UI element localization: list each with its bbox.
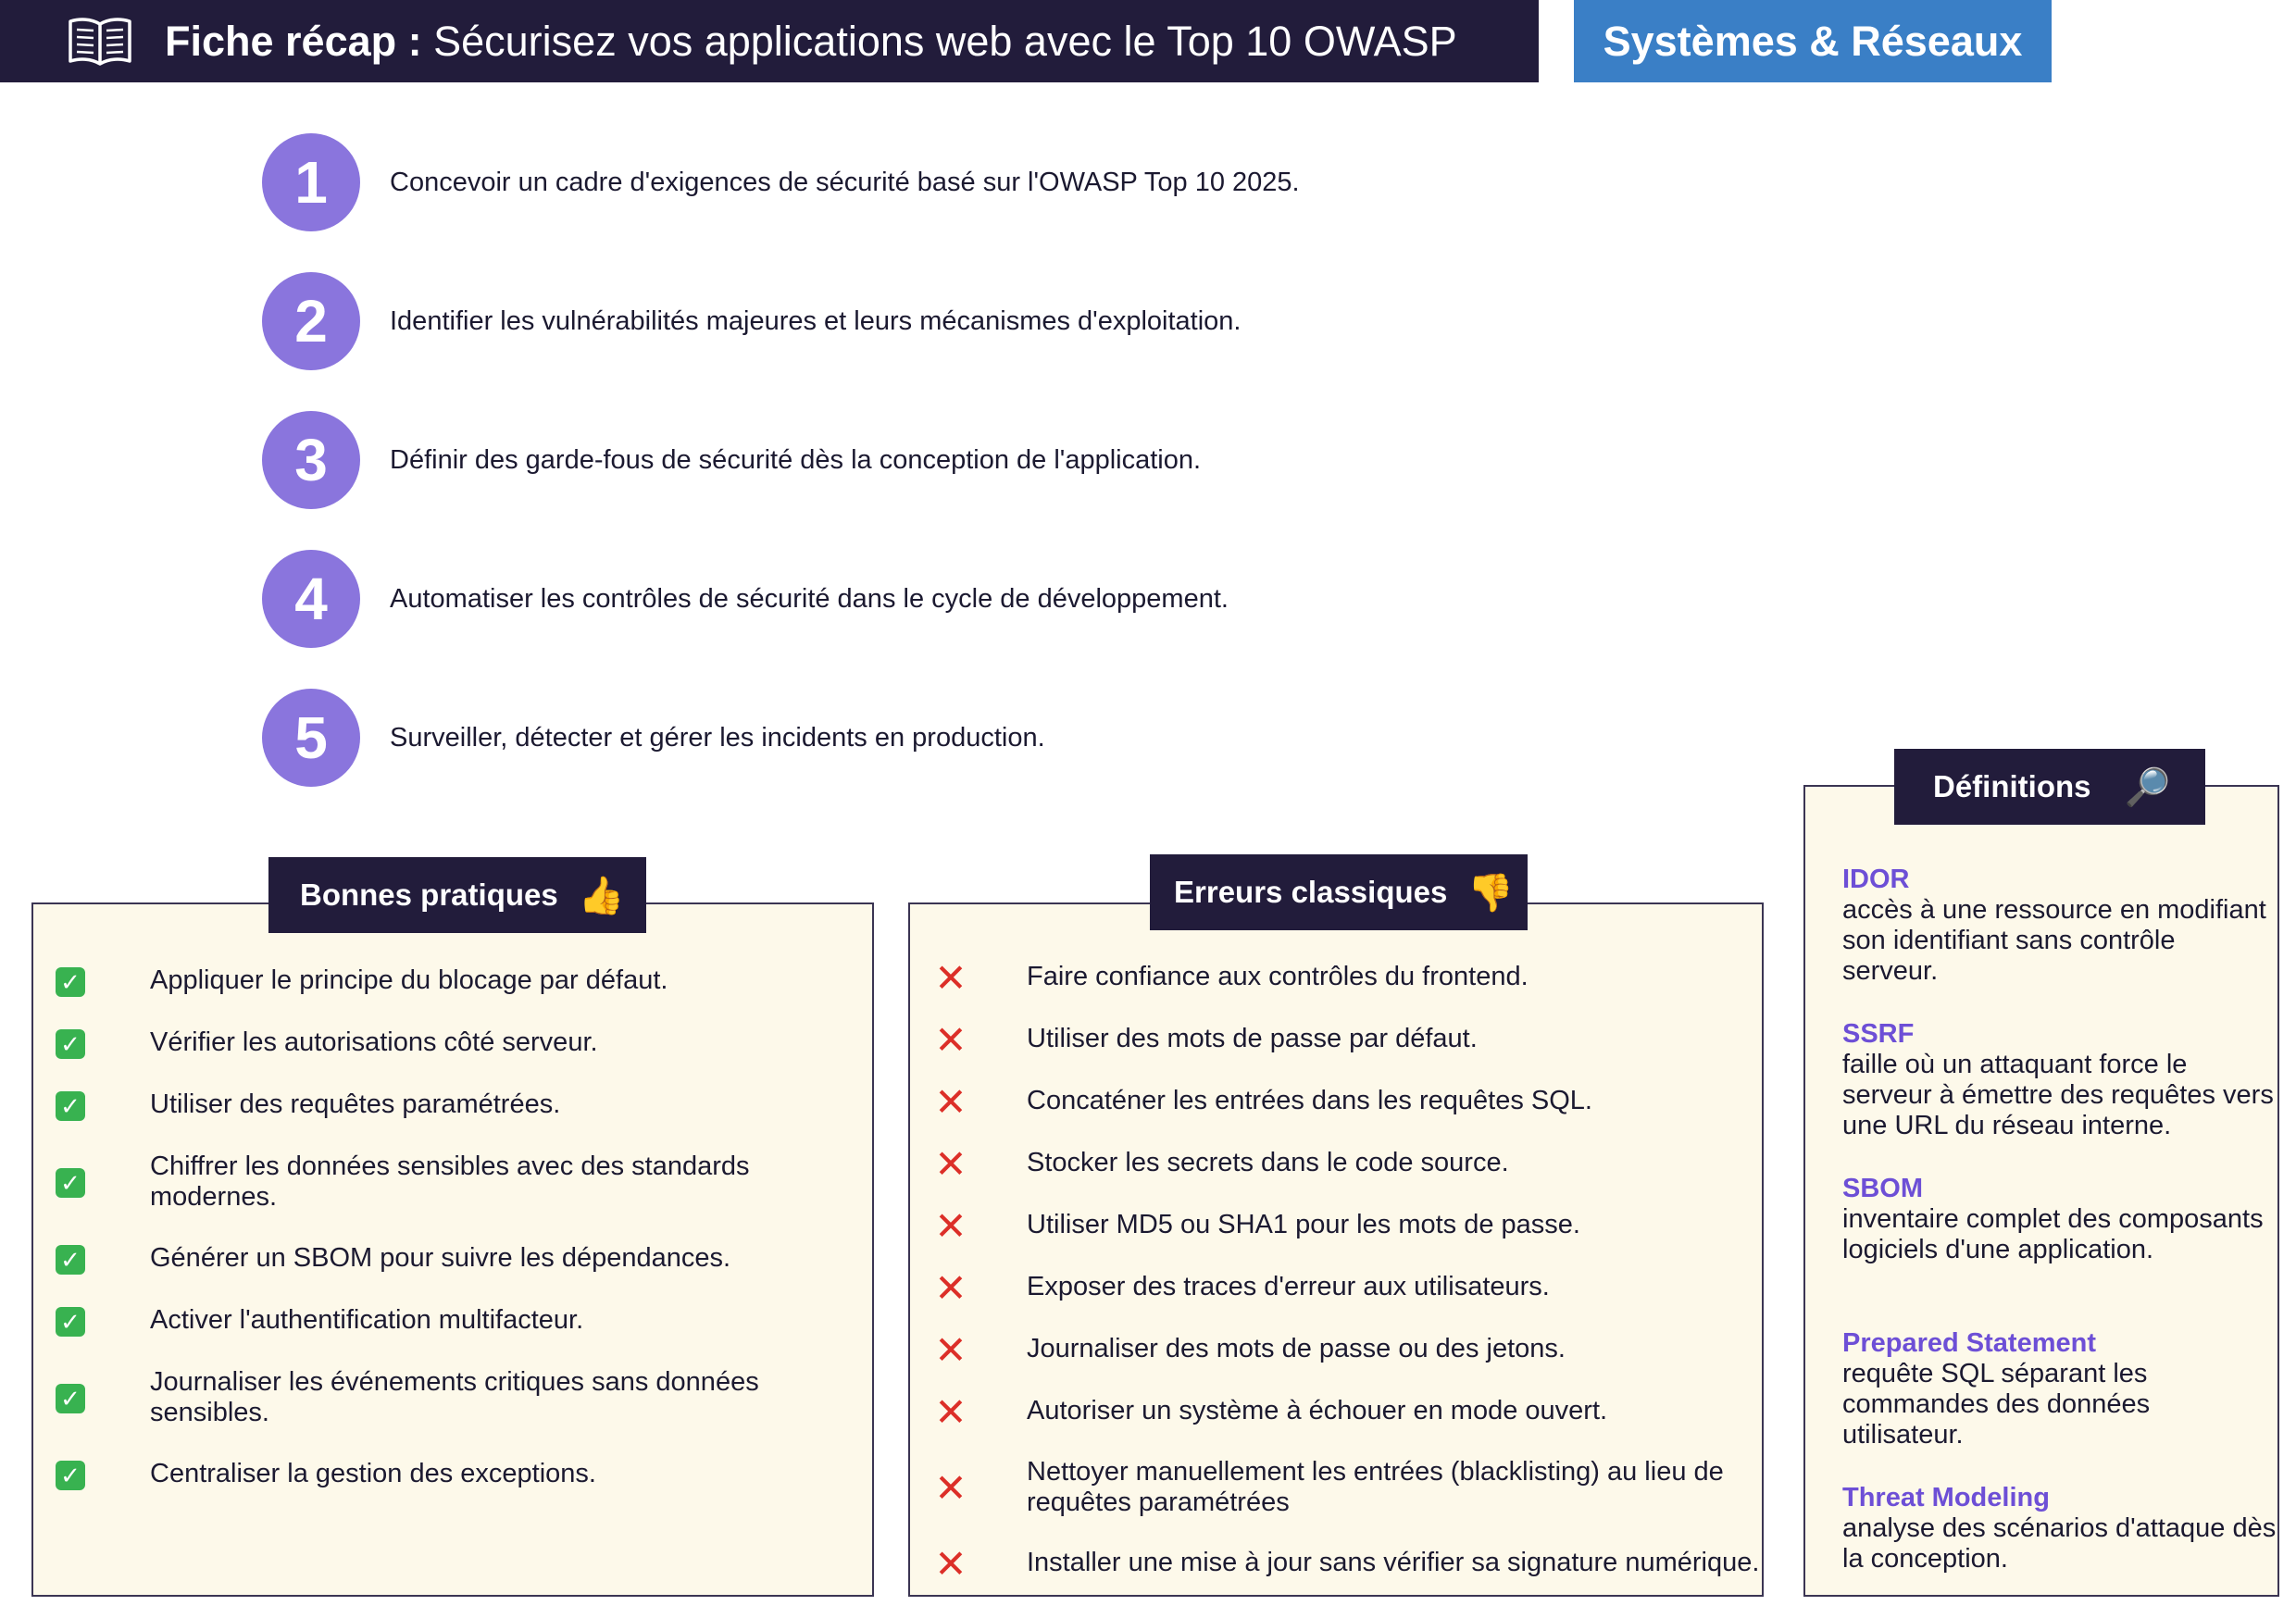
page-title (165, 18, 1457, 66)
list-item (934, 1142, 1804, 1186)
definition-item (1842, 865, 2277, 987)
definition-item (1842, 1483, 2277, 1574)
objective-text: Identifier les vulnérabilités majeures et leurs mécanismes d'exploitation. (390, 305, 1242, 336)
list-item (934, 1390, 1804, 1434)
check-icon: ✓ (56, 1091, 85, 1121)
definition-description: analyse des scénarios d'attaque dès la conception. (1842, 1513, 2277, 1574)
list-item (934, 1266, 1804, 1310)
error-text: Concaténer les entrées dans les requêtes SQL. (1027, 1086, 1592, 1115)
objective-number-badge: 5 (262, 689, 360, 787)
good-practice-text: Activer l'authentification multifacteur. (150, 1305, 584, 1335)
check-icon: ✓ (56, 1384, 85, 1413)
check-icon: ✓ (56, 967, 85, 997)
error-text: Installer une mise à jour sans vérifier sa signature numérique. (1027, 1548, 1760, 1577)
list-item (934, 1328, 1804, 1372)
list-item (56, 1243, 817, 1275)
check-icon: ✓ (56, 1168, 85, 1198)
cross-icon: ✕ (934, 1142, 967, 1186)
list-item (56, 1089, 817, 1121)
good-practice-text: Journaliser les événements critiques sans données sensibles. (150, 1367, 759, 1427)
objective-item (262, 411, 1201, 509)
objective-number-badge: 2 (262, 272, 360, 370)
good-practice-text: Utiliser des requêtes paramétrées. (150, 1089, 561, 1119)
objective-number-badge: 3 (262, 411, 360, 509)
list-item (934, 956, 1804, 1000)
good-practice-text: Générer un SBOM pour suivre les dépendances. (150, 1243, 731, 1273)
magnifier-icon: 🔎 (2124, 766, 2171, 808)
list-item (934, 1542, 1804, 1586)
cross-icon: ✕ (934, 1466, 967, 1510)
good-practices-title: Bonnes pratiques (300, 877, 558, 912)
error-text: Faire confiance aux contrôles du frontend. (1027, 962, 1529, 991)
common-errors-panel (908, 902, 1764, 1597)
error-text: Nettoyer manuellement les entrées (blacklisting) au lieu de requêtes paramétrées (1027, 1457, 1724, 1517)
title-prefix: Fiche récap : (165, 17, 422, 65)
good-practice-text: Appliquer le principe du blocage par défaut. (150, 965, 668, 995)
cross-icon: ✕ (934, 1542, 967, 1586)
good-practice-text: Centraliser la gestion des exceptions. (150, 1459, 596, 1488)
check-icon: ✓ (56, 1461, 85, 1490)
definition-item (1842, 1328, 2277, 1450)
definition-item (1842, 1019, 2277, 1141)
definition-term: SBOM (1842, 1174, 1923, 1203)
book-icon (67, 15, 133, 68)
cross-icon: ✕ (934, 956, 967, 1000)
definition-term: Threat Modeling (1842, 1483, 2050, 1512)
definition-term: IDOR (1842, 865, 1910, 894)
list-item (934, 1457, 1804, 1518)
objective-item (262, 689, 1045, 787)
definitions-panel (1803, 785, 2279, 1597)
cross-icon: ✕ (934, 1266, 967, 1310)
definition-term: Prepared Statement (1842, 1328, 2096, 1358)
good-practice-text: Vérifier les autorisations côté serveur. (150, 1027, 598, 1057)
list-item (56, 1305, 817, 1337)
title-bar (0, 0, 1539, 82)
common-errors-tag (1150, 854, 1528, 930)
objective-number-badge: 4 (262, 550, 360, 648)
definition-term: SSRF (1842, 1019, 1915, 1049)
cross-icon: ✕ (934, 1018, 967, 1062)
error-text: Exposer des traces d'erreur aux utilisateurs. (1027, 1272, 1550, 1301)
list-item (56, 1027, 817, 1059)
objective-item (262, 133, 1300, 231)
thumbs-down-icon: 👎 (1467, 872, 1515, 914)
thumbs-up-icon: 👍 (578, 875, 625, 916)
good-practice-text: Chiffrer les données sensibles avec des standards modernes. (150, 1151, 750, 1212)
definition-description: accès à une ressource en modifiant son identifiant sans contrôle serveur. (1842, 895, 2266, 986)
objective-item (262, 550, 1229, 648)
common-errors-title: Erreurs classiques (1174, 875, 1448, 909)
error-text: Stocker les secrets dans le code source. (1027, 1148, 1509, 1177)
list-item (56, 1151, 817, 1213)
error-text: Utiliser MD5 ou SHA1 pour les mots de passe. (1027, 1210, 1580, 1239)
list-item (56, 965, 817, 997)
check-icon: ✓ (56, 1029, 85, 1059)
objective-text: Définir des garde-fous de sécurité dès la conception de l'application. (390, 444, 1202, 475)
error-text: Journaliser des mots de passe ou des jetons. (1027, 1334, 1566, 1363)
list-item (934, 1080, 1804, 1124)
definition-item (1842, 1174, 2277, 1265)
title-main: Sécurisez vos applications web avec le Top 10 OWASP (421, 17, 1457, 65)
objective-text: Concevoir un cadre d'exigences de sécurité basé sur l'OWASP Top 10 2025. (390, 167, 1300, 197)
cross-icon: ✕ (934, 1080, 967, 1124)
list-item (56, 1459, 817, 1490)
cross-icon: ✕ (934, 1204, 967, 1248)
definition-description: faille où un attaquant force le serveur à émettre des requêtes vers une URL du réseau interne. (1842, 1050, 2274, 1140)
good-practices-panel (31, 902, 874, 1597)
list-item (934, 1204, 1804, 1248)
definition-description: inventaire complet des composants logiciels d'une application. (1842, 1204, 2264, 1264)
cross-icon: ✕ (934, 1328, 967, 1372)
definition-description: requête SQL séparant les commandes des données utilisateur. (1842, 1359, 2151, 1450)
objective-text: Surveiller, détecter et gérer les incidents en production. (390, 722, 1045, 753)
error-text: Autoriser un système à échouer en mode ouvert. (1027, 1396, 1608, 1425)
check-icon: ✓ (56, 1307, 85, 1337)
objective-number-badge: 1 (262, 133, 360, 231)
definitions-tag (1894, 749, 2205, 825)
check-icon: ✓ (56, 1245, 85, 1275)
list-item (56, 1367, 817, 1428)
objective-text: Automatiser les contrôles de sécurité dans le cycle de développement. (390, 583, 1229, 614)
definitions-title: Définitions (1933, 769, 2091, 803)
objective-item (262, 272, 1241, 370)
list-item (934, 1018, 1804, 1062)
category-badge: Systèmes & Réseaux (1574, 0, 2052, 82)
good-practices-tag (268, 857, 646, 933)
cross-icon: ✕ (934, 1390, 967, 1434)
error-text: Utiliser des mots de passe par défaut. (1027, 1024, 1478, 1053)
